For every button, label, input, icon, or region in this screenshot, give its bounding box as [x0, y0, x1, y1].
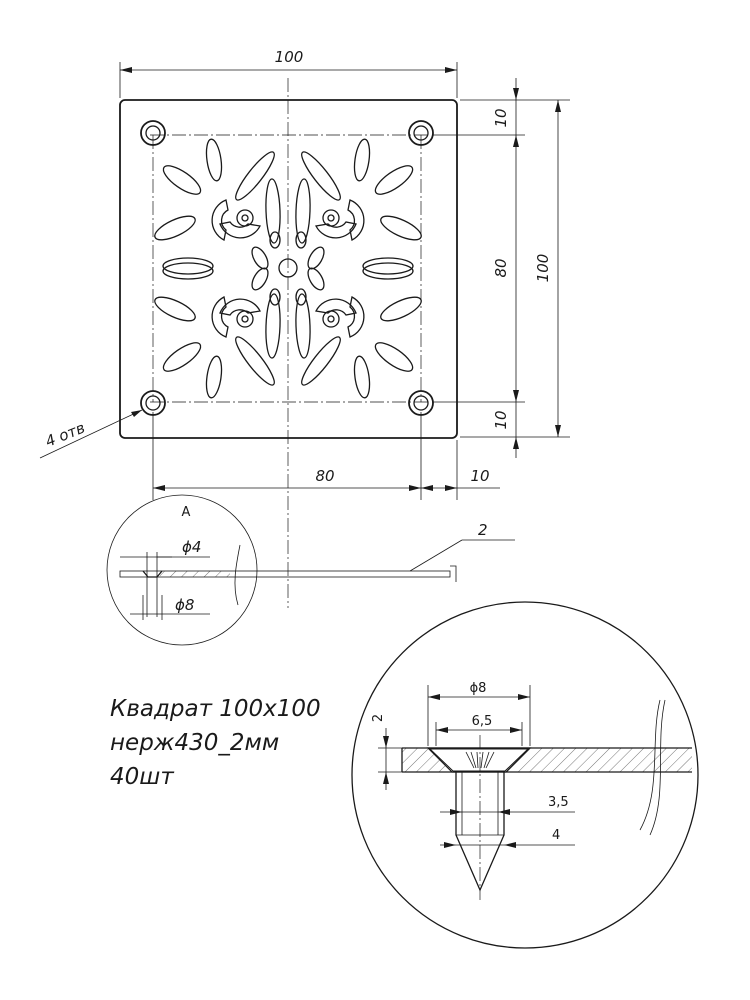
holes-callout: [40, 410, 142, 458]
note-line-2: нерж430_2мм: [110, 730, 280, 756]
note-line-1: Квадрат 100х100: [110, 696, 321, 722]
detail-screw-shank: 3,5: [548, 795, 569, 810]
dim-right-bottom-offset-label: 10: [492, 410, 510, 430]
holes-callout-label: 4 отв: [42, 418, 88, 451]
detail-countersink-diameter: ϕ8: [469, 681, 487, 696]
ornament-quadrant-br: [295, 263, 424, 399]
detail-a-letter: A: [181, 505, 191, 520]
ornament-quadrant: [152, 138, 281, 274]
plate-top-view: [120, 78, 457, 608]
dim-right-height-label: 100: [534, 253, 552, 283]
plate-outline: [120, 100, 457, 438]
side-section-view: [107, 495, 515, 645]
dim-bottom-inner-label: 80: [315, 467, 335, 485]
dim-bottom-offset-label: 10: [470, 467, 490, 485]
section-thickness-leader: 2: [478, 521, 488, 539]
mounting-holes: [141, 121, 433, 415]
section-hole-diameter: ϕ4: [182, 538, 202, 556]
countersink-profile: [143, 571, 162, 577]
dim-right-inner-label: 80: [492, 258, 510, 278]
notes: [110, 696, 321, 790]
detail-thickness: 2: [371, 713, 386, 723]
detail-inner-diameter: 6,5: [471, 714, 493, 729]
dim-right-top-offset-label: 10: [492, 108, 510, 128]
detail-circle: [352, 602, 698, 948]
dim-right: [432, 78, 570, 458]
note-line-3: 40шт: [110, 764, 174, 790]
ornament-quadrant-tr: [295, 138, 424, 274]
dim-top-width-label: 100: [274, 48, 304, 66]
dim-top-width: [120, 48, 457, 98]
detail-view: [352, 602, 698, 948]
detail-screw-diameter: 4: [552, 828, 561, 843]
ornament-quadrant-bl: [152, 263, 281, 399]
section-countersink-diameter: ϕ8: [175, 596, 195, 614]
dim-bottom: [153, 412, 500, 500]
